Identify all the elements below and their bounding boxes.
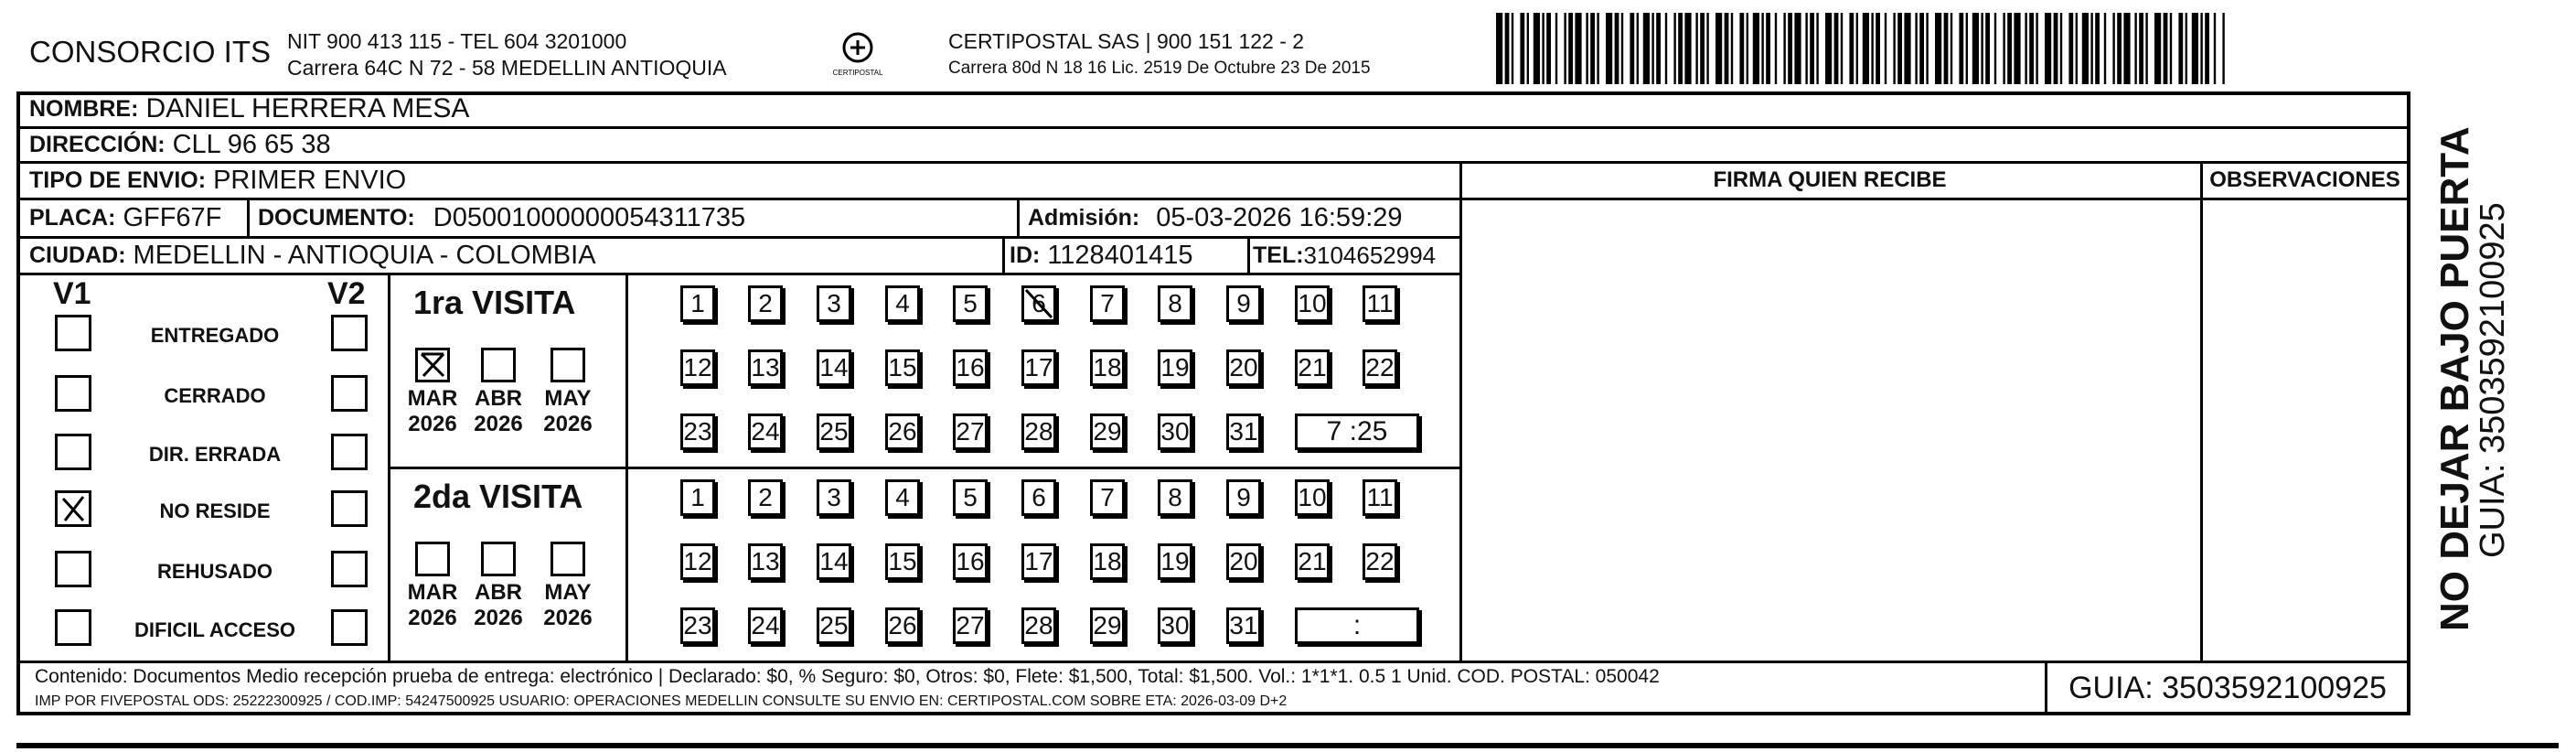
day-number: 10 [1298, 289, 1327, 317]
day-number: 13 [751, 547, 780, 575]
month-checkbox[interactable] [415, 348, 450, 382]
documento-value: D05001000000054311735 [433, 203, 746, 232]
day-number: 29 [1093, 417, 1122, 446]
day-box[interactable] [953, 543, 988, 580]
day-number: 5 [963, 289, 978, 317]
day-box[interactable] [1226, 285, 1261, 322]
day-number: 24 [751, 417, 780, 446]
day-box[interactable] [1158, 479, 1192, 516]
day-box[interactable] [817, 285, 851, 322]
month-checkbox[interactable] [481, 542, 516, 576]
day-number: 3 [827, 483, 841, 511]
day-box[interactable] [748, 543, 783, 580]
day-box[interactable] [680, 285, 715, 322]
day-number: 5 [963, 483, 978, 511]
day-box[interactable] [1158, 607, 1192, 644]
time-box[interactable] [1295, 414, 1419, 450]
v1-checkbox[interactable] [55, 551, 91, 587]
year-label: 2026 [408, 606, 457, 630]
day-number: 7 [1100, 483, 1115, 511]
day-box[interactable] [817, 349, 851, 386]
header [0, 0, 2576, 91]
tipo-row [29, 164, 406, 198]
day-number: 27 [956, 417, 985, 446]
year-label: 2026 [474, 606, 523, 630]
day-number: 4 [895, 289, 910, 317]
day-number: 17 [1024, 547, 1053, 575]
visit-title: 2da VISITA [413, 478, 583, 515]
day-number: 22 [1365, 353, 1395, 381]
year-label: 2026 [543, 412, 593, 436]
status-label: DIR. ERRADA [148, 443, 282, 466]
day-number: 27 [956, 611, 985, 639]
day-box[interactable] [1363, 285, 1397, 322]
status-label: ENTREGADO [150, 324, 280, 347]
documento-label: DOCUMENTO: [258, 205, 415, 231]
day-number: 14 [819, 547, 849, 575]
day-box[interactable] [1295, 543, 1330, 580]
month-label: ABR [475, 580, 522, 605]
v2-checkbox[interactable] [331, 490, 368, 527]
time-value: 7 :25 [1326, 416, 1388, 446]
nombre-label: NOMBRE: [29, 95, 139, 122]
day-number: 14 [819, 353, 849, 381]
day-box[interactable] [1021, 349, 1056, 386]
nombre-row [29, 91, 469, 126]
year-label: 2026 [543, 606, 593, 630]
day-box[interactable] [817, 479, 851, 516]
company-address: Carrera 64C N 72 - 58 MEDELLIN ANTIOQUIA [287, 56, 727, 80]
day-box[interactable] [1090, 285, 1125, 322]
day-box[interactable] [1090, 607, 1125, 644]
x-mark-icon [58, 493, 89, 524]
day-number: 15 [888, 353, 917, 381]
day-number: 23 [683, 417, 712, 446]
id-row [1010, 239, 1192, 273]
observaciones-area[interactable] [2203, 200, 2407, 661]
ciudad-label: CIUDAD: [29, 242, 126, 268]
footer-contenido: Contenido: Documentos Medio recepción prueba de entrega: electrónico | Declarado: $0, % Seguro: $0, Otros: $0, Flete: $1,500, Total: $1,500. Vol.: 1*1*1. 0.5 1 Unid. COD. POSTAL: 050042 [35, 666, 1660, 687]
day-box[interactable] [1295, 479, 1330, 516]
day-box[interactable] [1226, 414, 1261, 450]
v2-header: V2 [327, 276, 366, 311]
day-number: 8 [1168, 289, 1182, 317]
day-number: 28 [1024, 417, 1053, 446]
placa-row [29, 200, 221, 236]
admision-value: 05-03-2026 16:59:29 [1156, 203, 1403, 232]
day-box[interactable] [1295, 349, 1330, 386]
day-number: 29 [1093, 611, 1122, 639]
admision-row [1028, 200, 1403, 236]
day-number: 28 [1024, 611, 1053, 639]
status-label: REHUSADO [157, 560, 273, 583]
day-box[interactable] [748, 607, 783, 644]
company-name: CONSORCIO ITS [29, 35, 272, 69]
day-number: 15 [888, 547, 917, 575]
svg-text:CERTIPOSTAL: CERTIPOSTAL [832, 69, 883, 77]
day-box[interactable] [1090, 414, 1125, 450]
month-label: MAY [544, 386, 592, 411]
day-number: 7 [1100, 289, 1115, 317]
month-label: MAY [544, 580, 592, 605]
month-label: MAR [407, 580, 458, 605]
day-number: 30 [1160, 611, 1190, 639]
day-number: 20 [1229, 547, 1258, 575]
day-box[interactable] [1021, 414, 1056, 450]
day-box[interactable] [1158, 543, 1192, 580]
firma-header: FIRMA QUIEN RECIBE [1713, 167, 1947, 192]
day-number: 1 [690, 289, 705, 317]
day-box[interactable] [1295, 285, 1330, 322]
day-box[interactable] [817, 414, 851, 450]
year-label: 2026 [474, 412, 523, 436]
day-box[interactable] [1090, 349, 1125, 386]
day-box[interactable] [680, 349, 715, 386]
day-number: 26 [888, 417, 917, 446]
day-number: 11 [1366, 289, 1394, 317]
day-box[interactable] [885, 479, 920, 516]
day-number: 31 [1229, 417, 1258, 446]
side-warning: NO DEJAR BAJO PUERTA [2432, 126, 2477, 631]
day-number: 10 [1298, 483, 1327, 511]
day-number: 13 [751, 353, 780, 381]
ciudad-value: MEDELLIN - ANTIOQUIA - COLOMBIA [133, 241, 596, 270]
day-box[interactable] [1363, 349, 1397, 386]
day-number: 30 [1160, 417, 1190, 446]
visit-title: 1ra VISITA [413, 284, 576, 321]
v2-checkbox[interactable] [331, 315, 368, 351]
day-box[interactable] [953, 414, 988, 450]
day-number: 12 [683, 353, 712, 381]
day-number: 21 [1298, 547, 1327, 575]
day-number: 1 [690, 483, 705, 511]
side-guia: GUIA: 3503592100925 [2474, 202, 2512, 558]
day-box[interactable] [1226, 607, 1261, 644]
day-box[interactable] [1158, 349, 1192, 386]
day-box[interactable] [1021, 285, 1056, 322]
tipo-value: PRIMER ENVIO [213, 166, 407, 195]
carrier-logo [830, 27, 885, 82]
direccion-row [29, 128, 331, 161]
day-number: 21 [1298, 353, 1327, 381]
v1-checkbox[interactable] [55, 315, 91, 351]
day-box[interactable] [680, 543, 715, 580]
barcode [1496, 13, 2228, 86]
v1-checkbox[interactable] [55, 434, 91, 470]
day-box[interactable] [885, 349, 920, 386]
month-checkbox[interactable] [550, 348, 585, 382]
day-number: 2 [758, 289, 773, 317]
placa-value: GFF67F [123, 203, 222, 232]
day-number: 3 [827, 289, 841, 317]
day-box[interactable] [885, 414, 920, 450]
check-mark-icon [1024, 288, 1055, 319]
day-box[interactable] [1226, 479, 1261, 516]
nombre-value: DANIEL HERRERA MESA [145, 93, 470, 124]
day-number: 18 [1093, 353, 1122, 381]
day-number: 6 [1031, 289, 1046, 317]
day-box[interactable] [1090, 543, 1125, 580]
day-number: 16 [956, 353, 985, 381]
v2-checkbox[interactable] [331, 434, 368, 470]
tel-row [1253, 239, 1436, 273]
placa-label: PLACA: [29, 205, 116, 231]
company-nit: NIT 900 413 115 - TEL 604 3201000 [287, 29, 627, 53]
day-number: 4 [895, 483, 910, 511]
day-number: 24 [751, 611, 780, 639]
day-box[interactable] [1021, 479, 1056, 516]
day-box[interactable] [953, 285, 988, 322]
day-number: 12 [683, 547, 712, 575]
ciudad-row [29, 239, 596, 273]
day-box[interactable] [680, 414, 715, 450]
day-box[interactable] [1158, 414, 1192, 450]
tel-label: TEL: [1253, 242, 1304, 268]
time-value: : [1352, 610, 1362, 640]
status-label: NO RESIDE [159, 500, 271, 522]
day-box[interactable] [680, 607, 715, 644]
day-box[interactable] [885, 285, 920, 322]
day-box[interactable] [1226, 543, 1261, 580]
v2-checkbox[interactable] [331, 551, 368, 587]
day-number: 22 [1365, 547, 1395, 575]
month-label: MAR [407, 386, 458, 411]
day-number: 25 [819, 417, 849, 446]
id-value: 1128401415 [1047, 241, 1193, 270]
firma-area[interactable] [1462, 200, 2200, 661]
day-number: 19 [1160, 353, 1190, 381]
month-checkbox[interactable] [550, 542, 585, 576]
observaciones-header: OBSERVACIONES [2209, 167, 2400, 192]
v1-checkbox[interactable] [55, 609, 91, 646]
day-number: 20 [1229, 353, 1258, 381]
tel-value: 3104652994 [1303, 242, 1437, 269]
day-box[interactable] [817, 607, 851, 644]
day-box[interactable] [680, 479, 715, 516]
day-number: 31 [1229, 611, 1258, 639]
footer-imp: IMP POR FIVEPOSTAL ODS: 25222300925 / COD.IMP: 54247500925 USUARIO: OPERACIONES MEDELLIN CONSULTE SU ENVIO EN: CERTIPOSTAL.COM SOBRE ETA: 2026-03-09 D+2 [35, 693, 1288, 709]
day-number: 19 [1160, 547, 1190, 575]
day-box[interactable] [1363, 543, 1397, 580]
day-number: 9 [1236, 483, 1251, 511]
day-box[interactable] [885, 607, 920, 644]
day-box[interactable] [953, 479, 988, 516]
day-number: 23 [683, 611, 712, 639]
carrier-name: CERTIPOSTAL SAS | 900 151 122 - 2 [948, 29, 1305, 53]
v1-checkbox[interactable] [55, 490, 91, 527]
v2-checkbox[interactable] [331, 609, 368, 646]
day-box[interactable] [1021, 607, 1056, 644]
status-label: DIFICIL ACCESO [134, 618, 295, 641]
barcode-icon [1496, 13, 2228, 86]
documento-row [258, 200, 745, 236]
day-number: 8 [1168, 483, 1182, 511]
month-checkbox[interactable] [481, 348, 516, 382]
day-number: 26 [888, 611, 917, 639]
carrier-logo-icon [830, 27, 885, 82]
carrier-address: Carrera 80d N 18 16 Lic. 2519 De Octubre 23 De 2015 [948, 59, 1371, 78]
day-number: 16 [956, 547, 985, 575]
day-number: 2 [758, 483, 773, 511]
day-box[interactable] [1021, 543, 1056, 580]
day-box[interactable] [1090, 479, 1125, 516]
day-number: 11 [1366, 483, 1394, 511]
tipo-label: TIPO DE ENVIO: [29, 167, 207, 193]
day-number: 17 [1024, 353, 1053, 381]
admision-label: Admisión: [1028, 205, 1140, 231]
day-box[interactable] [1158, 285, 1192, 322]
id-label: ID: [1010, 242, 1041, 268]
day-box[interactable] [953, 349, 988, 386]
month-label: ABR [475, 386, 522, 411]
day-box[interactable] [1226, 349, 1261, 386]
day-box[interactable] [1363, 479, 1397, 516]
day-box[interactable] [748, 414, 783, 450]
year-label: 2026 [408, 412, 457, 436]
v1-header: V1 [53, 276, 91, 311]
v1-checkbox[interactable] [55, 375, 91, 412]
status-label: CERRADO [164, 384, 266, 407]
v2-checkbox[interactable] [331, 375, 368, 412]
day-number: 18 [1093, 547, 1122, 575]
direccion-label: DIRECCIÓN: [29, 131, 166, 157]
day-number: 6 [1031, 483, 1046, 511]
day-number: 9 [1236, 289, 1251, 317]
month-checkbox[interactable] [415, 542, 450, 576]
day-number: 25 [819, 611, 849, 639]
direccion-value: CLL 96 65 38 [172, 129, 331, 159]
day-box[interactable] [953, 607, 988, 644]
time-box[interactable] [1295, 607, 1419, 644]
x-mark-icon [418, 350, 447, 380]
footer-guia: GUIA: 3503592100925 [2068, 671, 2387, 705]
day-box[interactable] [748, 285, 783, 322]
day-box[interactable] [748, 479, 783, 516]
day-box[interactable] [817, 543, 851, 580]
day-box[interactable] [885, 543, 920, 580]
day-box[interactable] [748, 349, 783, 386]
